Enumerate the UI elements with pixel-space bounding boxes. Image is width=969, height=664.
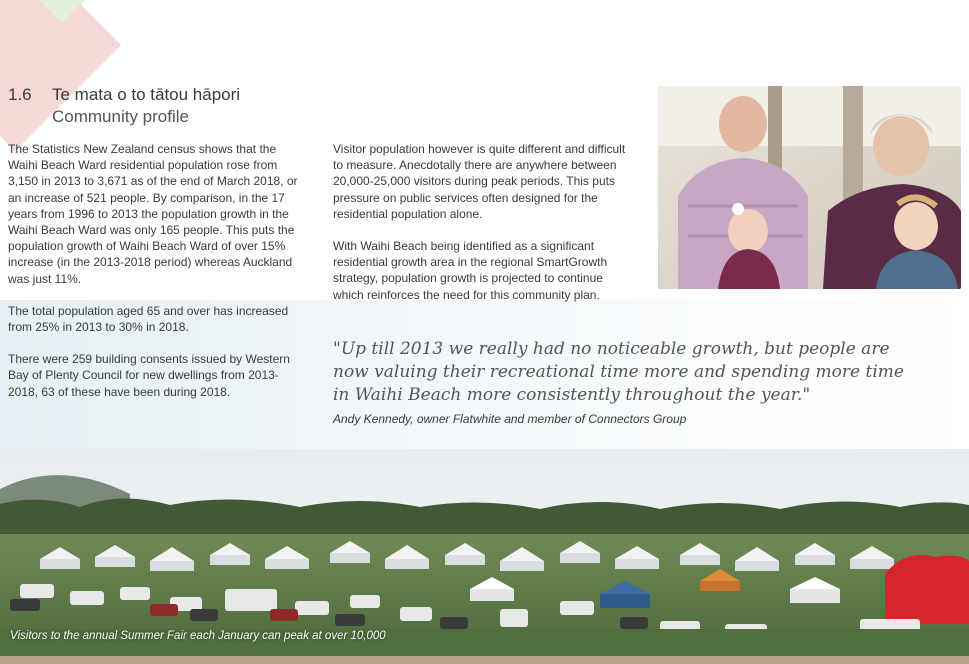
paragraph-age: The total population aged 65 and over has increased from 25% in 2013 to 30% in 2018. bbox=[8, 303, 289, 335]
grandparents-photo-image bbox=[658, 86, 961, 289]
section-title-maori: Te mata o to tātou hāpori bbox=[52, 85, 241, 104]
left-text-column bbox=[8, 141, 308, 416]
grandparents-photo bbox=[658, 86, 961, 289]
middle-text-column bbox=[333, 141, 633, 319]
pull-quote: "Up till 2013 we really had no noticeable growth, but people are now valuing their recreational time more and spending more time in Waihi Beach more consistently throughout the year." bbox=[333, 339, 904, 405]
summer-fair-photo-image bbox=[0, 449, 969, 656]
paragraph-census: The Statistics New Zealand census shows that the Waihi Beach Ward residential population rose from 3,150 in 2013 to 3,671 as of the end of March 2018, or an increase of 521 people. By comparison, in the 17 years from 1996 to 2013 the population growth in the Waihi Beach Ward was only 165 people. This puts the population growth of Waihi Beach Ward of over 15% increase (in the 2013-2018 period) whereas Auckland was just 11%. bbox=[8, 142, 298, 286]
paragraph-consents: There were 259 building consents issued by Western Bay of Plenty Council for new dwellings from 2013-2018, 63 of these have been during 2018. bbox=[8, 352, 290, 399]
bottom-strip bbox=[0, 656, 969, 664]
paragraph-growth: With Waihi Beach being identified as a significant residential growth area in the regional SmartGrowth strategy, population growth is projected to continue which reinforces the need for this community plan. bbox=[333, 239, 608, 302]
section-number: 1.6 bbox=[8, 85, 32, 104]
summer-fair-photo bbox=[0, 449, 969, 656]
decorative-pink-diamond bbox=[0, 0, 121, 151]
section-title-english: Community profile bbox=[52, 107, 189, 126]
section-titles bbox=[52, 84, 240, 128]
quote-attribution: Andy Kennedy, owner Flatwhite and member of Connectors Group bbox=[333, 412, 687, 426]
paragraph-visitors: Visitor population however is quite different and difficult to measure. Anecdotally there are anywhere between 20,000-25,000 visitors during peak periods. This puts pressure on public services often designed for the residential population alone. bbox=[333, 142, 626, 221]
photo-caption: Visitors to the annual Summer Fair each January can peak at over 10,000 bbox=[10, 630, 386, 642]
section-heading bbox=[8, 84, 240, 128]
